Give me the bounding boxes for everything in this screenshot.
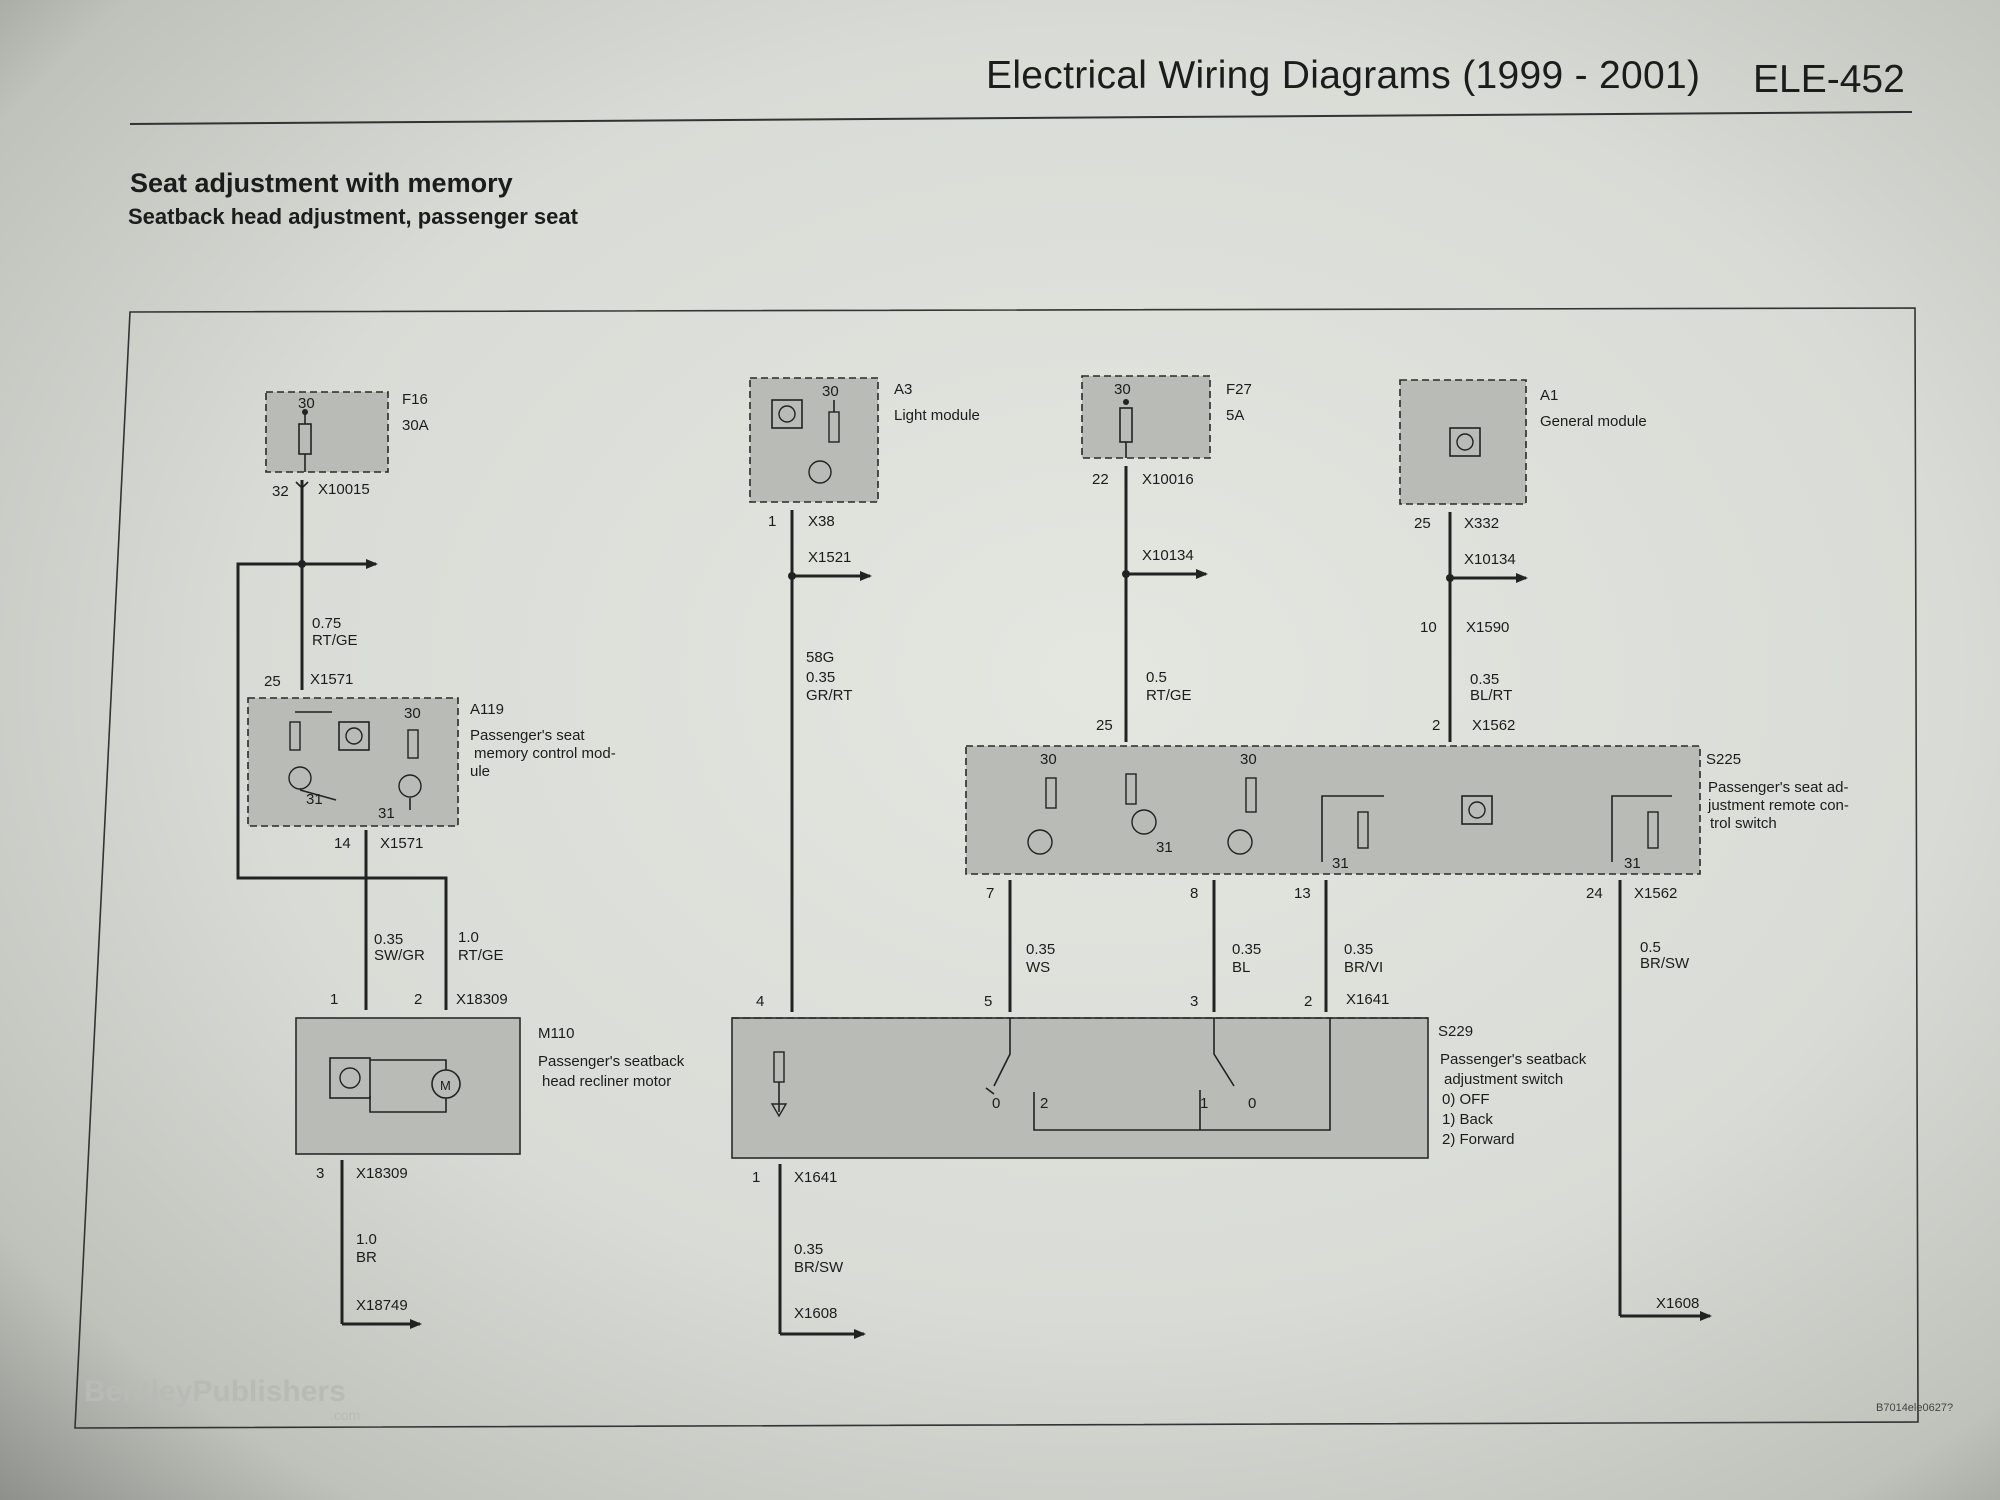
wire-w4-color: BR xyxy=(356,1249,377,1266)
conn-c20-pin: 8 xyxy=(1190,885,1199,902)
conn-c22-pin: 24 xyxy=(1586,885,1603,902)
wire-w2-size: 0.35 xyxy=(374,931,404,948)
module-a1 xyxy=(1400,380,1526,504)
fuse-f27 xyxy=(1082,376,1210,458)
s229-contact-b1: 1 xyxy=(1200,1095,1209,1112)
wire-w7-color: RT/GE xyxy=(1146,687,1192,704)
a1-desc: General module xyxy=(1540,413,1647,430)
wire-w1-color: RT/GE xyxy=(312,632,358,649)
s229-contact-b0: 0 xyxy=(1248,1095,1257,1112)
switch-s229 xyxy=(732,1018,1428,1158)
conn-c6-name: X18749 xyxy=(356,1297,408,1314)
conn-c25-name: X1641 xyxy=(1346,991,1390,1008)
s225-terminal-2: 30 xyxy=(1240,751,1257,768)
conn-c24-pin: 3 xyxy=(1190,993,1199,1010)
conn-c11-name: X1608 xyxy=(794,1305,838,1322)
s229-desc-1: Passenger's seatback xyxy=(1440,1051,1587,1068)
conn-c22-name: X1562 xyxy=(1634,885,1678,902)
wire-w11-color: BR/VI xyxy=(1344,959,1384,976)
wire-w4-size: 1.0 xyxy=(356,1231,377,1248)
m110-id: M110 xyxy=(538,1025,575,1042)
s229-option-0: 0) OFF xyxy=(1442,1091,1490,1108)
conn-c13-name: X10134 xyxy=(1142,547,1194,564)
wire-w12-color: BR/SW xyxy=(1640,955,1690,972)
conn-c9-pin: 4 xyxy=(756,993,765,1010)
conn-c10-pin: 1 xyxy=(752,1169,761,1186)
s229-option-2: 2) Forward xyxy=(1442,1131,1515,1148)
conn-c4a-pin: 1 xyxy=(330,991,339,1008)
s229-id: S229 xyxy=(1438,1023,1474,1040)
wire-w5-color: GR/RT xyxy=(806,687,853,704)
motor-m110 xyxy=(296,1018,520,1154)
conn-c5-pin: 3 xyxy=(316,1165,325,1182)
wire-w3-size: 1.0 xyxy=(458,929,479,946)
s225-terminal-1: 30 xyxy=(1040,751,1057,768)
f16-rating: 30A xyxy=(402,417,429,434)
f16-id: F16 xyxy=(402,391,428,408)
wire-w1-size: 0.75 xyxy=(312,615,342,632)
motor-symbol-label: M xyxy=(440,1078,451,1093)
conn-c14-pin: 25 xyxy=(1096,717,1113,734)
conn-c10-name: X1641 xyxy=(794,1169,838,1186)
conn-c4b-name: X18309 xyxy=(456,991,508,1008)
m110-desc-1: Passenger's seatback xyxy=(538,1053,685,1070)
f27-rating: 5A xyxy=(1226,407,1245,424)
conn-c7-pin: 1 xyxy=(768,513,777,530)
conn-c25-pin: 2 xyxy=(1304,993,1313,1010)
conn-c21-pin: 13 xyxy=(1294,885,1311,902)
conn-c17-pin: 10 xyxy=(1420,619,1437,636)
s225-ground-3: 31 xyxy=(1624,855,1641,872)
wire-w8-size: 0.35 xyxy=(1470,671,1500,688)
a119-ground-1: 31 xyxy=(306,791,323,808)
module-a119 xyxy=(248,698,458,826)
header-rule xyxy=(130,112,1912,124)
a3-desc: Light module xyxy=(894,407,980,424)
a119-desc-2: memory control mod- xyxy=(474,745,616,762)
a119-terminal-30: 30 xyxy=(404,705,421,722)
conn-c15-name: X332 xyxy=(1464,515,1500,532)
a119-ground-2: 31 xyxy=(378,805,395,822)
wire-w5-circuit: 58G xyxy=(806,649,835,666)
conn-c18-pin: 2 xyxy=(1432,717,1441,734)
wire-w5-size: 0.35 xyxy=(806,669,836,686)
wire-w8-color: BL/RT xyxy=(1470,687,1513,704)
conn-c23-pin: 5 xyxy=(984,993,993,1010)
conn-c12-pin: 22 xyxy=(1092,471,1109,488)
m110-desc-2: head recliner motor xyxy=(542,1073,672,1090)
fuse-f16 xyxy=(266,392,388,472)
f27-terminal: 30 xyxy=(1114,381,1131,398)
conn-c1-pin: 32 xyxy=(272,483,289,500)
header-title: Electrical Wiring Diagrams (1999 - 2001) xyxy=(986,54,1701,97)
s229-option-1: 1) Back xyxy=(1442,1111,1493,1128)
conn-c26-name: X1608 xyxy=(1656,1295,1700,1312)
wire-w9-color: WS xyxy=(1026,959,1051,976)
conn-c7-name: X38 xyxy=(808,513,835,530)
wire-w10-size: 0.35 xyxy=(1232,941,1262,958)
conn-c2-name: X1571 xyxy=(310,671,354,688)
a119-id: A119 xyxy=(470,701,504,718)
f27-id: F27 xyxy=(1226,381,1252,398)
s225-id: S225 xyxy=(1706,751,1742,768)
s225-desc-2: justment remote con- xyxy=(1708,797,1849,814)
wire-w7-size: 0.5 xyxy=(1146,669,1167,686)
diagram-subtitle: Seatback head adjustment, passenger seat xyxy=(128,204,578,229)
wire-w2-color: SW/GR xyxy=(374,947,425,964)
conn-c2-pin: 25 xyxy=(264,673,281,690)
conn-c8-name: X1521 xyxy=(808,549,852,566)
s225-desc-3: trol switch xyxy=(1710,815,1777,832)
s229-contact-a0: 0 xyxy=(992,1095,1001,1112)
s225-desc-1: Passenger's seat ad- xyxy=(1708,779,1849,796)
s229-contact-a2: 2 xyxy=(1040,1095,1049,1112)
conn-c12-name: X10016 xyxy=(1142,471,1194,488)
header-page-code: ELE-452 xyxy=(1753,58,1905,101)
conn-c3-pin: 14 xyxy=(334,835,351,852)
s225-ground-2: 31 xyxy=(1332,855,1349,872)
conn-c5-name: X18309 xyxy=(356,1165,408,1182)
figure-code: B7014ele0627? xyxy=(1876,1402,1954,1414)
wire-w6-size: 0.35 xyxy=(794,1241,824,1258)
wire-w6-color: BR/SW xyxy=(794,1259,844,1276)
publisher-watermark-domain: .com xyxy=(330,1407,361,1423)
f16-terminal: 30 xyxy=(298,395,315,412)
wire-w3-color: RT/GE xyxy=(458,947,504,964)
conn-c1-name: X10015 xyxy=(318,481,370,498)
conn-c17-name: X1590 xyxy=(1466,619,1510,636)
conn-c19-pin: 7 xyxy=(986,885,995,902)
wire-w11-size: 0.35 xyxy=(1344,941,1374,958)
conn-c3-name: X1571 xyxy=(380,835,424,852)
a3-terminal: 30 xyxy=(822,383,839,400)
wire-w10-color: BL xyxy=(1232,959,1251,976)
module-a3 xyxy=(750,378,878,502)
a1-id: A1 xyxy=(1540,387,1559,404)
a119-desc-1: Passenger's seat xyxy=(470,727,585,744)
wire-w9-size: 0.35 xyxy=(1026,941,1056,958)
conn-c4b-pin: 2 xyxy=(414,991,423,1008)
wire-w12-size: 0.5 xyxy=(1640,939,1661,956)
publisher-watermark: BentleyPublishers xyxy=(84,1375,346,1408)
conn-c16-name: X10134 xyxy=(1464,551,1516,568)
s229-desc-2: adjustment switch xyxy=(1444,1071,1564,1088)
s225-ground-1: 31 xyxy=(1156,839,1173,856)
conn-c15-pin: 25 xyxy=(1414,515,1431,532)
conn-c18-name: X1562 xyxy=(1472,717,1516,734)
a3-id: A3 xyxy=(894,381,913,398)
a119-desc-3: ule xyxy=(470,763,491,780)
diagram-title: Seat adjustment with memory xyxy=(130,168,513,198)
